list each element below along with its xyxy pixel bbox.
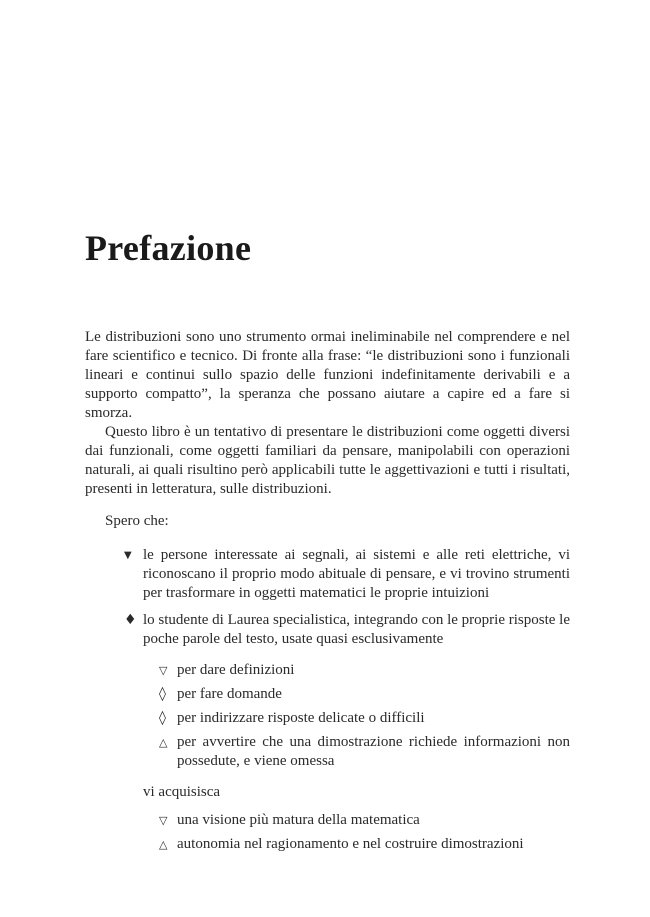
body-text xyxy=(85,328,570,854)
open-triangle-down-icon: ▽ xyxy=(159,664,168,677)
sub-list-2 xyxy=(85,811,570,854)
sub-list-item-text: autonomia nel ragionamento e nel costruire dimostrazioni xyxy=(177,836,524,852)
sub-list-item-text: per avvertire che una dimostrazione richiede informazioni non possedute, e viene omessa xyxy=(177,734,570,769)
list-item xyxy=(85,546,570,603)
list-item xyxy=(85,611,570,649)
sub-list-item-text: per indirizzare risposte delicate o difficili xyxy=(177,710,425,726)
filled-diamond-icon: ♦ xyxy=(124,612,137,628)
open-triangle-down-icon: ▽ xyxy=(159,814,168,827)
list-item-text: lo studente di Laurea specialistica, integrando con le proprie risposte le poche parole del testo, usate quasi esclusivamente xyxy=(143,612,570,647)
preface-paragraph-3: Spero che: xyxy=(105,513,169,529)
list-continuation-text: vi acquisisca xyxy=(143,784,221,800)
sub-list-item xyxy=(85,835,570,854)
open-diamond-icon: ◊ xyxy=(159,686,166,702)
sub-list-item-text: per fare domande xyxy=(177,686,282,702)
open-triangle-up-icon: △ xyxy=(159,736,168,749)
preface-paragraph-1: Le distribuzioni sono uno strumento ormai ineliminabile nel comprendere e nel fare scientifico e tecnico. Di fronte alla frase: “le distribuzioni sono i funzionali lineari e continui sullo spazio delle funzioni indefinitamente derivabili e a supporto compatto”, la speranza che possano aiutare a capire ed a fare si smorza. xyxy=(85,329,570,421)
sub-list-1 xyxy=(85,661,570,771)
sub-list-item xyxy=(85,661,570,680)
sub-list-item xyxy=(85,733,570,771)
sub-list-item xyxy=(85,709,570,728)
list-item-text: le persone interessate ai segnali, ai sistemi e alle reti elettriche, vi riconoscano il proprio modo abituale di pensare, e vi trovino strumenti per trasformare in oggetti matematici le proprie intuizioni xyxy=(143,547,570,601)
sub-list-item-text: una visione più matura della matematica xyxy=(177,812,420,828)
sub-list-item-text: per dare definizioni xyxy=(177,662,295,678)
page-title: Prefazione xyxy=(85,228,252,268)
text-column xyxy=(85,0,570,854)
sub-list-item xyxy=(85,685,570,704)
preface-paragraph-2: Questo libro è un tentativo di presentare le distribuzioni come oggetti diversi dai funzionali, come oggetti familiari da pensare, manipolabili con operazioni naturali, ai quali risultino però applicabili tutte le aggettivazioni e tutti i risultati, presenti in letteratura, sulle distribuzioni. xyxy=(85,424,570,497)
open-diamond-icon: ◊ xyxy=(159,710,166,726)
sub-list-item xyxy=(85,811,570,830)
filled-triangle-down-icon: ▼ xyxy=(124,550,132,561)
open-triangle-up-icon: △ xyxy=(159,838,168,851)
